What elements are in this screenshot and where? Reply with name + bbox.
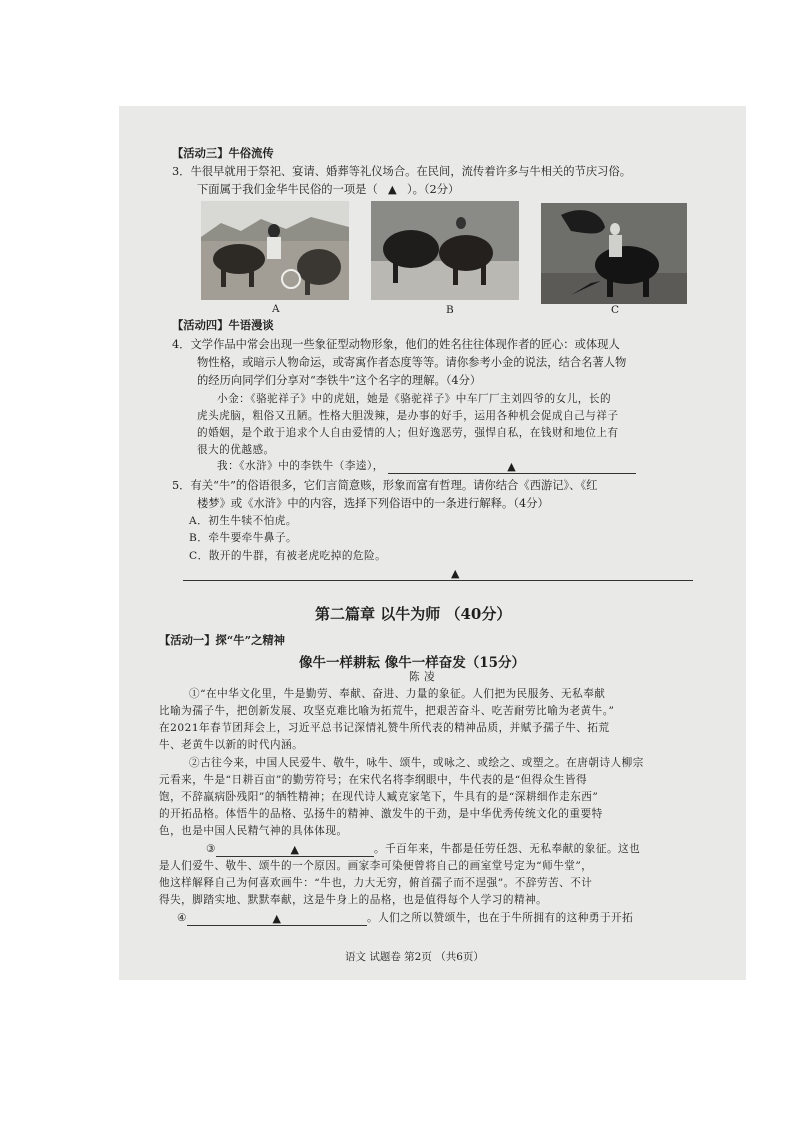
me-line [217,458,636,474]
answer-blank-p3[interactable] [216,844,374,857]
q4-line1: 4．文学作品中常会出现一些象征型动物形象，他们的姓名往往体现作者的匠心：或体现人 [172,338,620,351]
photo-a [201,201,349,300]
p3-line2: 是人们爱牛、敬牛、颂牛的一个原因。画家李可染便曾将自己的画室堂号定为“师牛堂”， [159,860,593,872]
photo-label-a: A [272,303,280,315]
activity4-heading: 【活动四】牛语漫谈 [172,318,274,332]
photo-label-c: C [611,304,620,316]
chapter2-activity1-heading: 【活动一】探“牛”之精神 [159,633,285,647]
p4-number: ④ [177,912,187,924]
p3-line1-text: 。千百年来，牛都是任劳任怨、无私奉献的象征。这也 [374,843,641,855]
q3-line2-text: 下面属于我们金华牛民俗的一项是（ [197,183,378,196]
xiaojin-line1: 小金：《骆驼祥子》中的虎妞，她是《骆驼祥子》中车厂厂主刘四爷的女儿，长的 [217,393,612,405]
option-b: B．牵牛要牵牛鼻子。 [189,532,298,544]
p3-line1 [206,841,640,857]
p2-line1: ②古往今来，中国人民爱牛、敬牛，咏牛、颂牛，或咏之、或绘之、或塑之。在唐朝诗人柳宗 [189,757,644,769]
article-author: 陈 凌 [409,671,436,683]
p1-line1: ①“在中华文化里，牛是勤劳、奉献、奋进、力量的象征。人们把为民服务、无私奉献 [189,688,606,700]
answer-blank-p4[interactable] [187,913,367,926]
answer-blank-q5[interactable] [183,566,693,581]
xiaojin-line2: 虎头虎脑，粗俗又丑陋。性格大胆泼辣，是办事的好手，运用各种机会促成自己与祥子 [197,410,619,422]
answer-mark: ▲ [507,460,517,473]
p2-line3: 饱，不辞羸病卧残阳”的牺牲精神；在现代诗人臧克家笔下，牛具有的是“深耕细作走东西” [159,791,599,803]
article-title: 像牛一样耕耘 像牛一样奋发（15分） [299,655,525,671]
option-c: C．散开的牛群，有被老虎吃掉的危险。 [189,550,387,562]
p2-line2: 元看来，牛是“日耕百亩”的勤劳符号；在宋代名将李纲眼中，牛代表的是“但得众生皆得 [159,774,588,786]
answer-mark: ▲ [272,912,282,925]
option-a: A．初生牛犊不怕虎。 [189,515,297,527]
answer-mark: ▲ [290,843,300,856]
exam-page [119,106,746,980]
q5-line2: 楼梦》或《水浒》中的内容，选择下列俗语中的一条进行解释。（4分） [197,497,549,510]
q4-line2: 物性格，或暗示人物命运，或寄寓作者态度等等。请你参考小金的说法，结合名著人物 [197,356,627,369]
p2-line4: 的开拓品格。体悟牛的品格、弘扬牛的精神、激发牛的干劲，是中华优秀传统文化的重要特 [159,808,603,820]
p1-line3: 在2021年春节团拜会上，习近平总书记深情礼赞牛所代表的精神品质，并赋予孺子牛、拓荒 [159,722,610,734]
q3-line2 [197,182,459,198]
p3-number: ③ [206,843,216,855]
q3-line1: 3．牛很早就用于祭祀、宴请、婚葬等礼仪场合。在民间，流传着许多与牛相关的节庆习俗。 [172,165,632,178]
activity3-heading: 【活动三】牛俗流传 [172,146,274,160]
answer-mark: ▲ [451,567,460,580]
answer-blank-q4[interactable] [388,461,636,474]
p3-line3: 他这样解释自己为何喜欢画牛：“牛也，力大无穷，俯首孺子而不逞强”。不辞劳苦、不计 [159,877,593,889]
xiaojin-line3: 的婚姻，是个敢于追求个人自由爱情的人；但好逸恶劳，强悍自私，在钱财和地位上有 [197,427,619,439]
chapter2-title: 第二篇章 以牛为师 （40分） [315,605,512,623]
photo-label-b: B [446,304,454,316]
page-footer: 语文 试题卷 第2页 （共6页） [345,951,484,963]
q5-line1: 5．有关“牛”的俗语很多，它们言简意赅，形象而富有哲理。请你结合《西游记》、《红 [172,479,598,492]
p4-line1 [177,910,633,926]
p1-line2: 比喻为孺子牛，把创新发展、攻坚克难比喻为拓荒牛，把艰苦奋斗、吃苦耐劳比喻为老黄牛。” [159,705,615,717]
q4-line3: 的经历向同学们分享对“李铁牛”这个名字的理解。（4分） [197,374,482,387]
me-line-text: 我：《水浒》中的李铁牛（李逵）， [217,460,384,472]
q3-line2-score: ）。（2分） [406,183,460,196]
photo-c [541,203,687,304]
p2-line5: 色，也是中国人民精气神的具体体现。 [159,825,348,837]
p1-line4: 牛、老黄牛以新的时代内涵。 [159,739,304,751]
p4-line1-text: 。人们之所以赞颂牛，也在于牛所拥有的这种勇于开拓 [367,912,634,924]
p3-line4: 得失，脚踏实地、默默奉献，这是牛身上的品格，也是值得每个人学习的精神。 [159,894,548,906]
photo-b [371,201,519,300]
answer-mark: ▲ [388,183,397,196]
xiaojin-line4: 很大的优越感。 [197,444,275,456]
